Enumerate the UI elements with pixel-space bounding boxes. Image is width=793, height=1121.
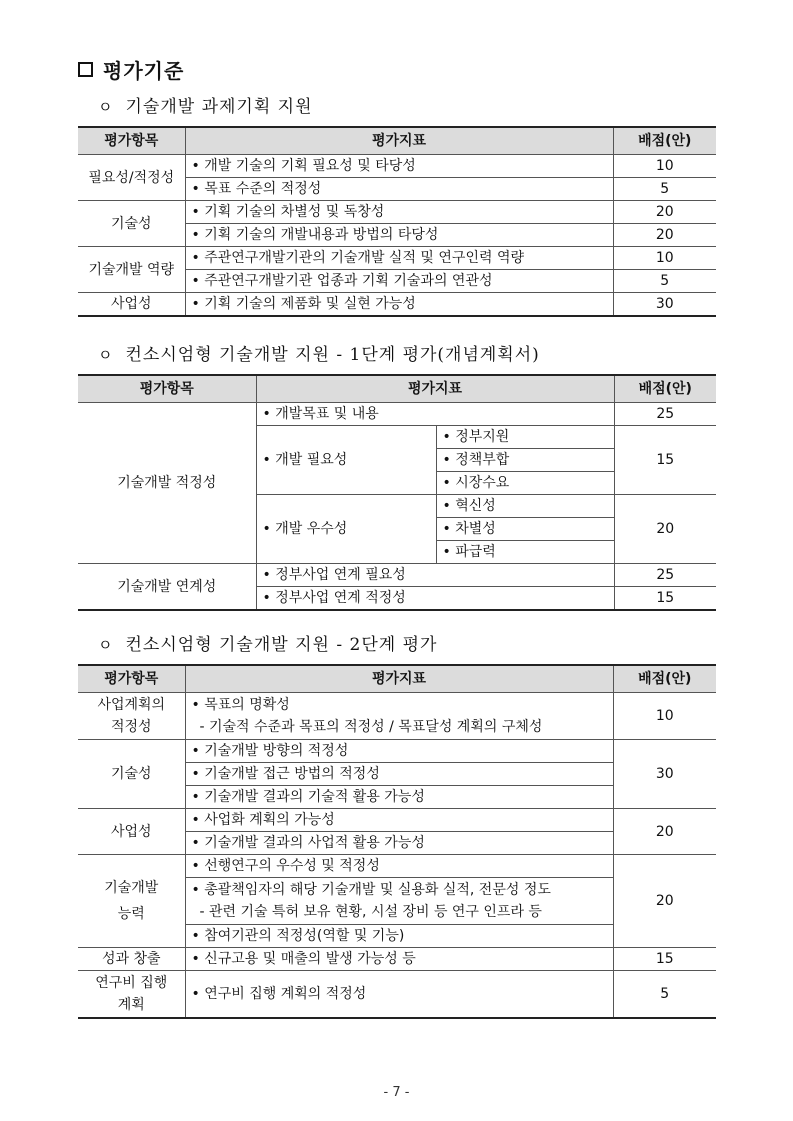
page-title-text: 평가기준 xyxy=(103,59,185,83)
eval-indicator: • 개발 기술의 기획 필요성 및 타당성 xyxy=(185,155,613,178)
eval-indicator: • 정부사업 연계 필요성 xyxy=(256,564,614,587)
eval-score: 15 xyxy=(614,426,716,495)
eval-indicator: • 목표 수준의 적정성 xyxy=(185,178,613,201)
eval-score: 20 xyxy=(614,495,716,564)
eval-score: 10 xyxy=(613,155,716,178)
eval-indicator: • 참여기관의 적정성(역할 및 기능) xyxy=(185,925,613,948)
table-row xyxy=(78,971,716,1019)
eval-indicator: • 기술개발 방향의 적정성 xyxy=(185,740,613,763)
table-row xyxy=(78,293,716,317)
eval-indicator: • 개발목표 및 내용 xyxy=(256,403,614,426)
section-1-heading: ㅇ 기술개발 과제기획 지원 xyxy=(98,97,313,117)
eval-score: 5 xyxy=(613,178,716,201)
eval-indicator: • 기술개발 접근 방법의 적정성 xyxy=(185,763,613,786)
eval-sub-indicator: • 혁신성 xyxy=(436,495,614,518)
eval-score: 10 xyxy=(613,247,716,270)
table-row xyxy=(78,247,716,270)
table-row xyxy=(78,740,716,763)
table-section-2 xyxy=(78,374,716,611)
eval-indicator: • 사업화 계획의 가능성 xyxy=(185,809,613,832)
table-row xyxy=(78,809,716,832)
eval-indicator: • 개발 우수성 xyxy=(256,495,436,564)
eval-score: 30 xyxy=(613,293,716,317)
eval-indicator: • 기획 기술의 차별성 및 독창성 xyxy=(185,201,613,224)
eval-score: 20 xyxy=(613,809,716,855)
eval-item: 기술성 xyxy=(78,740,185,809)
header-item: 평가항목 xyxy=(78,665,185,693)
eval-score: 5 xyxy=(613,270,716,293)
eval-indicator: • 개발 필요성 xyxy=(256,426,436,495)
eval-item: 사업계획의 적정성 xyxy=(78,693,185,740)
eval-item: 연구비 집행 계획 xyxy=(78,971,185,1019)
header-score: 배점(안) xyxy=(613,665,716,693)
table-header-row xyxy=(78,127,716,155)
eval-item: 기술개발 능력 xyxy=(78,855,185,948)
header-indicator: 평가지표 xyxy=(185,127,613,155)
header-score: 배점(안) xyxy=(614,375,716,403)
eval-indicator: • 신규고용 및 매출의 발생 가능성 등 xyxy=(185,948,613,971)
table-row xyxy=(78,403,716,426)
eval-sub-indicator: • 정책부합 xyxy=(436,449,614,472)
header-item: 평가항목 xyxy=(78,127,185,155)
header-score: 배점(안) xyxy=(613,127,716,155)
eval-indicator: • 기획 기술의 개발내용과 방법의 타당성 xyxy=(185,224,613,247)
eval-indicator: • 주관연구개발기관 업종과 기획 기술과의 연관성 xyxy=(185,270,613,293)
eval-indicator: • 연구비 집행 계획의 적정성 xyxy=(185,971,613,1019)
eval-score: 15 xyxy=(613,948,716,971)
eval-item: 성과 창출 xyxy=(78,948,185,971)
eval-score: 30 xyxy=(613,740,716,809)
eval-sub-indicator: • 차별성 xyxy=(436,518,614,541)
eval-item: 사업성 xyxy=(78,809,185,855)
page-title xyxy=(78,55,184,84)
eval-indicator: • 기술개발 결과의 사업적 활용 가능성 xyxy=(185,832,613,855)
table-row xyxy=(78,564,716,587)
eval-sub-indicator: • 파급력 xyxy=(436,541,614,564)
eval-sub-indicator: • 시장수요 xyxy=(436,472,614,495)
eval-score: 20 xyxy=(613,201,716,224)
eval-score: 5 xyxy=(613,971,716,1019)
circle-bullet-icon: ㅇ xyxy=(98,636,114,654)
eval-indicator: • 총괄책임자의 해당 기술개발 및 실용화 실적, 전문성 정도 - 관련 기술 특허 보유 현황, 시설 장비 등 연구 인프라 등 xyxy=(185,878,613,925)
checkbox-square-icon xyxy=(78,62,93,77)
table-header-row xyxy=(78,375,716,403)
table-section-3 xyxy=(78,664,716,1019)
eval-score: 20 xyxy=(613,224,716,247)
eval-sub-indicator: • 정부지원 xyxy=(436,426,614,449)
eval-score: 15 xyxy=(614,587,716,611)
eval-indicator: • 목표의 명확성 - 기술적 수준과 목표의 적정성 / 목표달성 계획의 구체성 xyxy=(185,693,613,740)
circle-bullet-icon: ㅇ xyxy=(98,98,114,116)
table-header-row xyxy=(78,665,716,693)
eval-item: 사업성 xyxy=(78,293,185,317)
eval-score: 10 xyxy=(613,693,716,740)
eval-item: 필요성/적정성 xyxy=(78,155,185,201)
page-number: - 7 - xyxy=(383,1085,410,1100)
table-row xyxy=(78,155,716,178)
eval-score: 25 xyxy=(614,403,716,426)
eval-item: 기술개발 역량 xyxy=(78,247,185,293)
table-row xyxy=(78,855,716,878)
section-3-heading: ㅇ 컨소시엄형 기술개발 지원 - 2단계 평가 xyxy=(98,635,438,655)
table-row xyxy=(78,948,716,971)
eval-indicator: • 기획 기술의 제품화 및 실현 가능성 xyxy=(185,293,613,317)
eval-indicator: • 선행연구의 우수성 및 적정성 xyxy=(185,855,613,878)
header-item: 평가항목 xyxy=(78,375,256,403)
table-row xyxy=(78,693,716,740)
circle-bullet-icon: ㅇ xyxy=(98,346,114,364)
section-2-heading: ㅇ 컨소시엄형 기술개발 지원 - 1단계 평가(개념계획서) xyxy=(98,345,540,365)
eval-item: 기술개발 연계성 xyxy=(78,564,256,611)
eval-indicator: • 정부사업 연계 적정성 xyxy=(256,587,614,611)
eval-item: 기술개발 적정성 xyxy=(78,403,256,564)
header-indicator: 평가지표 xyxy=(256,375,614,403)
table-section-1 xyxy=(78,126,716,317)
eval-indicator: • 주관연구개발기관의 기술개발 실적 및 연구인력 역량 xyxy=(185,247,613,270)
eval-indicator: • 기술개발 결과의 기술적 활용 가능성 xyxy=(185,786,613,809)
eval-score: 20 xyxy=(613,855,716,948)
table-row xyxy=(78,201,716,224)
header-indicator: 평가지표 xyxy=(185,665,613,693)
eval-item: 기술성 xyxy=(78,201,185,247)
eval-score: 25 xyxy=(614,564,716,587)
